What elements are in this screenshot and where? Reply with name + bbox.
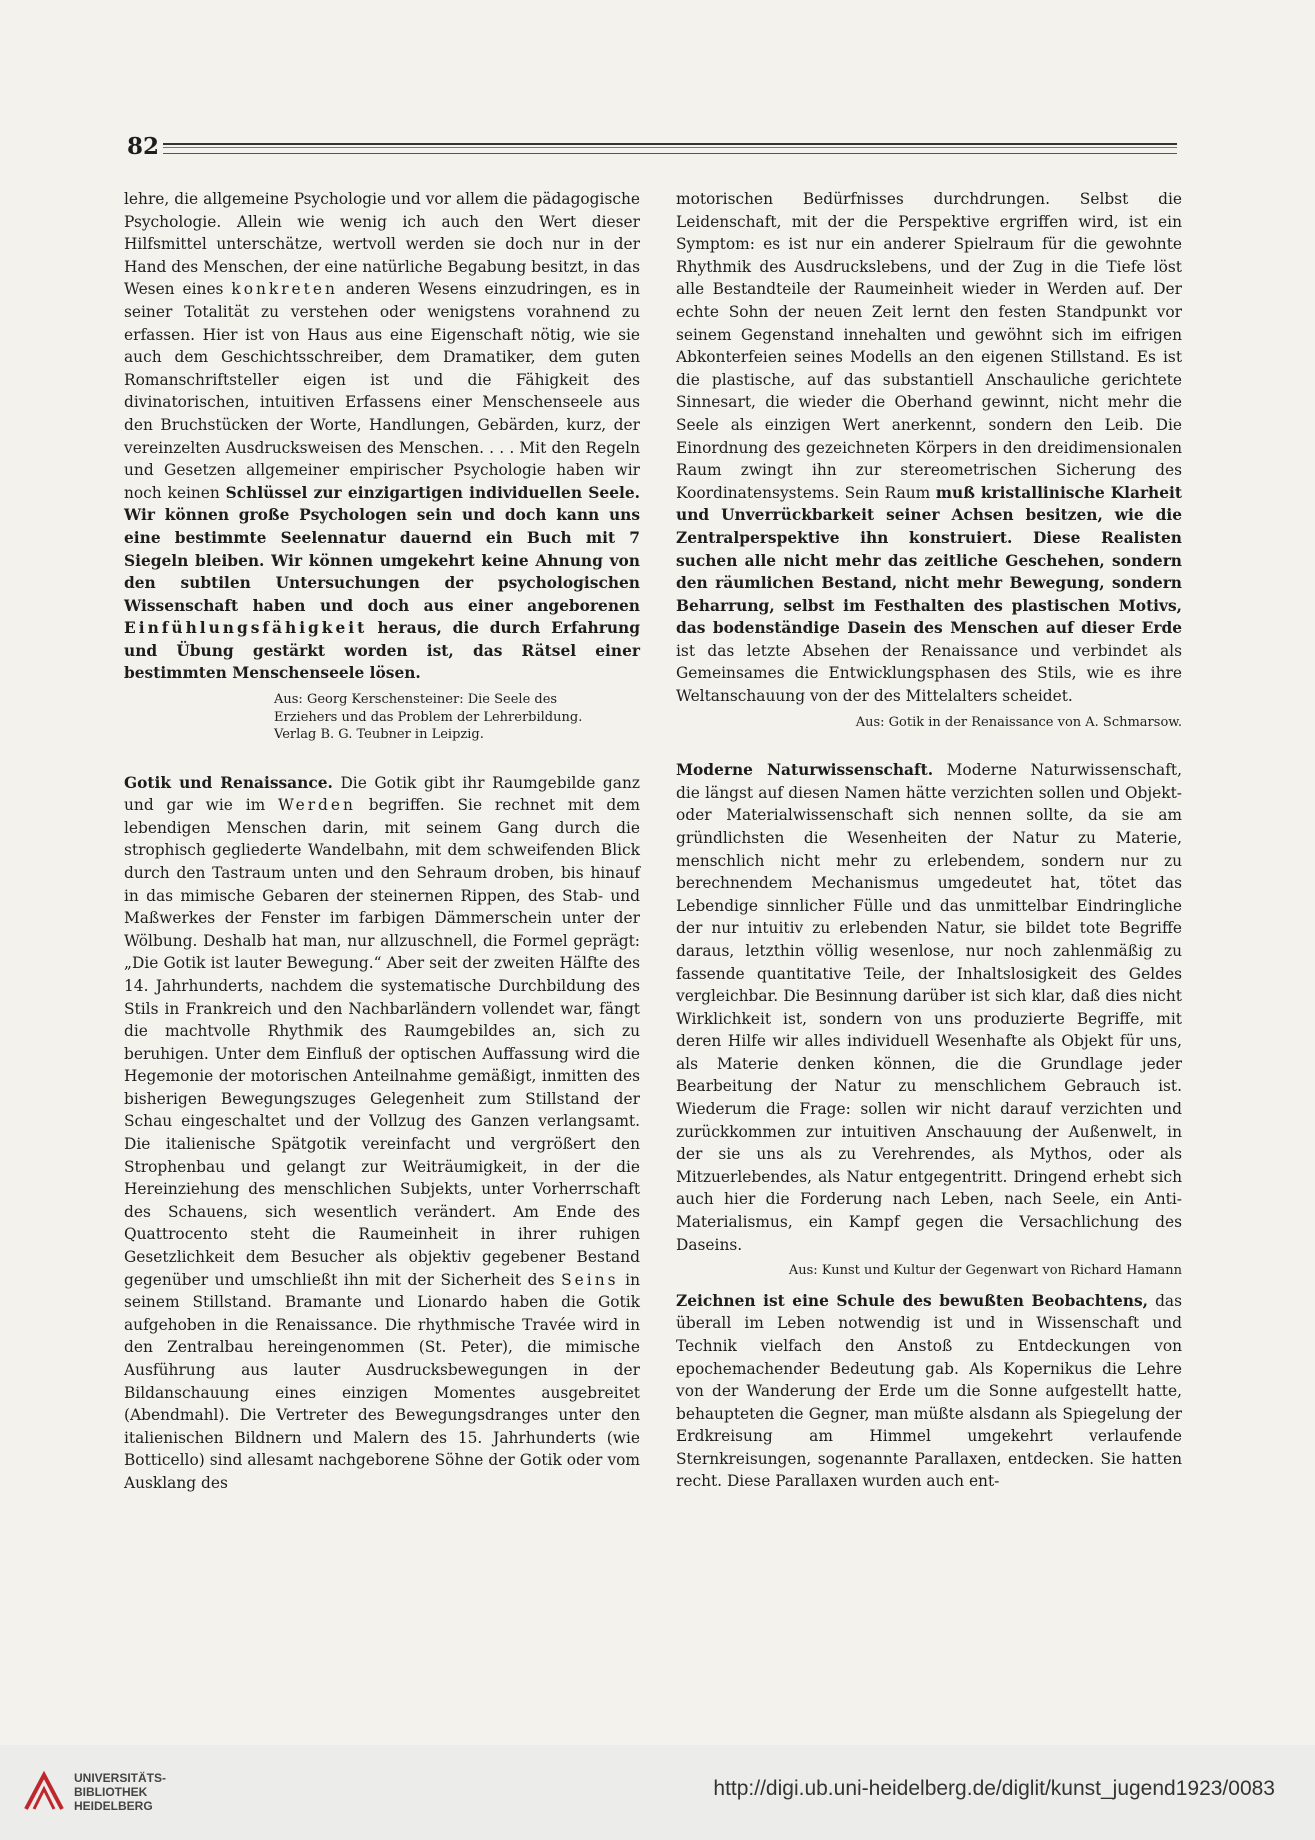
heading-naturwissenschaft: Moderne Naturwissenschaft. [676, 761, 934, 780]
library-name[interactable]: UNIVERSITÄTS- BIBLIOTHEK HEIDELBERG [74, 1771, 167, 1813]
university-library-logo-icon[interactable] [22, 1769, 66, 1813]
paragraph-gotik: Gotik und Renaissance. Die Gotik gibt ihr Raumgebilde ganz und gar wie im Werden begriffen. Sie rechnet mit dem lebendigen Menschen darin, mit seinem Gang durch die strophisch gegliederte Wandelbahn, mit dem schweifenden Blick durch den Tastraum unten und den Sehraum droben, bis hinauf in das mimische Gebaren der steinernen Rippen, des Stab- und Maßwerkes der Fenster im farbigen Dämmerschein unter der Wölbung. Deshalb hat man, nur allzuschnell, die Formel geprägt: „Die Gotik ist lauter Bewegung.“ Aber seit der zweiten Hälfte des 14. Jahrhunderts, nachdem die systematische Durchbildung des Stils in Frankreich und den Nachbarländern vollendet war, fängt die machtvolle Rhythmik des Raumgebildes an, sich zu beruhigen. Unter dem Einfluß der optischen Auffassung wird die Hegemonie der motorischen Anteilnahme gemäßigt, inmitten des bisherigen Bewegungszuges Gelegenheit zum Stillstand der Schau eingeschaltet und der Vollzug des Ganzen verlangsamt. Die italienische Spätgotik vereinfacht und vergrößert den Strophenbau und gelangt zur Weiträumigkeit, in der die Hereinziehung des menschlichen Subjekts, unter Vorherrschaft des Schauens, sich wesentlich verändert. Am Ende des Quattrocento steht die Raumeinheit in ihrer ruhigen Gesetzlichkeit dem Besucher als objektiv gegebener Bestand gegenüber und umschließt ihn mit der Sicherheit des Seins in seinem Stillstand. Bramante und Lionardo haben die Gotik aufgehoben in die Renaissance. Die rhythmische Travée wird in den Zentralbau hereingenommen (St. Peter), die mimische Ausführung aus lauter Ausdrucksbewegungen in der Bildanschauung eines einzigen Momentes ausgebreitet (Abendmahl). Die Vertreter des Bewegungsdranges unter den italienischen Bildnern und Malern des 15. Jahrhunderts (wie Botticello) sind allesamt nachgeborene Söhne der Gotik oder vom Ausklang des [124, 773, 640, 1492]
source-hamann: Aus: Kunst und Kultur der Gegenwart von Richard Hamann [788, 1263, 1182, 1279]
permalink-url[interactable]: http://digi.ub.uni-heidelberg.de/diglit/kunst_jugend1923/0083 [713, 1777, 1275, 1800]
page-header [127, 133, 1177, 161]
heading-zeichnen: Zeichnen ist eine Schule des bewußten Beobachtens, [676, 1291, 1148, 1310]
header-rule [163, 143, 1177, 154]
source-kerschensteiner: Aus: Georg Kerschensteiner: Die Seele des Erziehers und das Problem der Lehrerbildung. Verlag B. G. Teubner in Leipzig. [274, 692, 583, 743]
heading-gotik: Gotik und Renaissance. [124, 773, 333, 792]
paragraph-zeichnen: Zeichnen ist eine Schule des bewußten Beobachtens, das überall im Leben notwendig ist und in Wissenschaft und Technik vielfach den Anstoß zu Entdeckungen von epochemachender Bedeutung gab. Als Kopernikus die Lehre von der Wanderung der Erde um die Sonne aufgestellt hatte, behaupteten die Gegner, man müßte alsdann als Spiegelung der Erdkreisung am Himmel umgekehrt verlaufende Sternkreisungen, sogenannte Parallaxen, entdecken. Sie hatten recht. Diese Parallaxen wurden auch ent- [676, 1291, 1182, 1491]
page-number: 82 [127, 133, 160, 160]
paragraph-schmarsow: motorischen Bedürfnisses durchdrungen. Selbst die Leidenschaft, mit der die Perspektive ergriffen wird, ist ein Symptom: es ist nur ein anderer Spielraum für die gewohnte Rhythmik des Ausdruckslebens, und der Zug in die Tiefe löst alle Bestandteile der Raumeinheit wieder in Werden auf. Der echte Sohn der neuen Zeit lernt den festen Standpunkt vor seinem Gegenstand innehalten und gewöhnt sich im eifrigen Abkonterfeien seines Modells an den eigenen Stillstand. Es ist die plastische, auf das substantiell Anschauliche gerichtete Sinnesart, die wieder die Oberhand gewinnt, nicht mehr die Seele als einzigen Wert anerkennt, sondern den Leib. Die Einordnung des gezeichneten Körpers in den dreidimensionalen Raum zwingt ihn zur stereometrischen Sicherung des Koordinatensystems. Sein Raum muß kristallinische Klarheit und Unverrückbarkeit seiner Achsen besitzen, wie die Zentralperspektive ihn konstruiert. Diese Realisten suchen alle nicht mehr das zeitliche Geschehen, sondern den räumlichen Bestand, nicht mehr Bewegung, sondern Beharrung, selbst im Festhalten des plastischen Motivs, das bodenständige Dasein des Menschen auf dieser Erde ist das letzte Absehen der Renaissance und verbindet als Gemeinsames die Entwicklungsphasen des Stils, wie es ihre Weltanschauung von der des Mittelalters scheidet. [676, 190, 1182, 706]
right-column [676, 188, 1182, 1493]
viewer-footer [0, 1745, 1315, 1840]
paragraph-naturwissenschaft: Moderne Naturwissenschaft. Moderne Naturwissenschaft, die längst auf diesen Namen hätte verzichten sollen und Objekt- oder Materialwissenschaft sich nennen sollte, da sie am gründlichsten die Wesenheiten der Natur zu Materie, menschlich nicht mehr zu erlebendem, sondern nur zu berechnendem Mechanismus umgedeutet hat, tötet das Lebendige sinnlicher Fülle und das unmittelbar Eindringliche der nur intuitiv zu erlebenden Natur, sie bildet tote Begriffe daraus, letzthin völlig wesenlose, nur noch zahlenmäßig zu fassende quantitative Teile, der Inhaltslosigkeit des Geldes vergleichbar. Die Besinnung darüber ist sich klar, daß dies nicht Wirklichkeit ist, sondern von uns produzierte Begriffe, mit deren Hilfe wir alles individuell Wesenhafte als Objekt für uns, als Materie denken können, die die Grundlage jeder Bearbeitung der Natur zu menschlichem Gebrauch ist. Wiederum die Frage: sollen wir nicht darauf verzichten und zurückkommen zur intuitiven Anschauung der Außenwelt, in der sie uns als zu Verehrendes, als Mythos, oder als Mitzuerlebendes, als Natur entgegentritt. Dringend erhebt sich auch hier die Forderung nach Leben, nach Seele, ein Anti-Materialismus, ein Kampf gegen die Versachlichung des Daseins. [676, 761, 1182, 1254]
paragraph-kerschensteiner: lehre, die allgemeine Psychologie und vor allem die pädagogische Psychologie. Allein wie wenig ich auch den Wert dieser Hilfsmittel unterschätze, wertvoll werden sie doch nur in der Hand des Menschen, der eine natürliche Begabung besitzt, in das Wesen eines konkreten anderen Wesens einzudringen, es in seiner Totalität zu verstehen oder wenigstens vorahnend zu erfassen. Hier ist von Haus aus eine Eigenschaft nötig, wie sie auch dem Geschichtsschreiber, dem Dramatiker, dem guten Romanschriftsteller eigen ist und die Fähigkeit des divinatorischen, intuitiven Erfassens einer Menschenseele aus den Bruchstücken der Worte, Handlungen, Gebärden, kurz, der vereinzelten Ausdrucksweisen des Menschen. . . . Mit den Regeln und Gesetzen allgemeiner empirischer Psychologie haben wir noch keinen Schlüssel zur einzigartigen individuellen Seele. Wir können große Psychologen sein und doch kann uns eine bestimmte Seelennatur dauernd ein Buch mit 7 Siegeln bleiben. Wir können umgekehrt keine Ahnung von den subtilen Untersuchungen der psychologischen Wissenschaft haben und doch aus einer angeborenen Einfühlungsfähigkeit heraus, die durch Erfahrung und Übung gestärkt worden ist, das Rätsel einer bestimmten Menschenseele lösen. [124, 190, 640, 683]
left-column [124, 188, 640, 1495]
source-schmarsow: Aus: Gotik in der Renaissance von A. Schmarsow. [855, 714, 1182, 730]
